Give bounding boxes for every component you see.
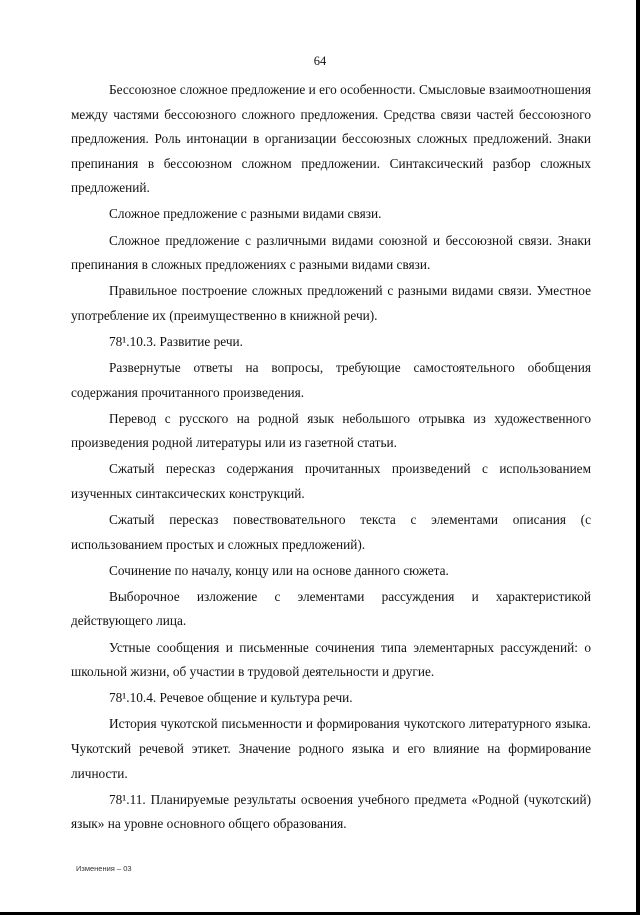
paragraph-mixed-connection: Сложное предложение с разными видами связи. xyxy=(109,206,382,222)
page-number: 64 xyxy=(313,54,327,68)
section-heading-speech-culture: 78¹.10.4. Речевое общение и культура речи. xyxy=(109,690,353,706)
scan-edge-right xyxy=(636,0,640,915)
paragraph-correct-construction: Правильное построение сложных предложений с разными видами связи. Уместное употребление их (преимущественно в книжной речи). xyxy=(71,283,591,323)
paragraph-oral-messages: Устные сообщения и письменные сочинения типа элементарных рассуждений: о школьной жизни, об участии в трудовой деятельности и другие. xyxy=(71,639,591,680)
paragraph-chukchi-writing-history: История чукотской письменности и формирования чукотского литературного языка. Чукотский речевой этикет. Значение родного языка и его влияние на формирование личности. xyxy=(71,716,591,781)
paragraph-narrative-retelling: Сжатый пересказ повествовательного текста с элементами описания (с использованием простых и сложных предложений). xyxy=(71,512,591,552)
paragraph-detailed-answers: Развернутые ответы на вопросы, требующие самостоятельного обобщения содержания прочитанного произведения. xyxy=(71,360,591,400)
paragraph-composition: Сочинение по началу, концу или на основе данного сюжета. xyxy=(109,562,449,578)
paragraph-translation: Перевод с русского на родной язык небольшого отрывка из художественного произведения родной литературы или из газетной статьи. xyxy=(71,410,591,451)
paragraph-condensed-retelling: Сжатый пересказ содержания прочитанных произведений с использованием изученных синтаксических конструкций. xyxy=(71,461,591,501)
paragraph-punctuation-mixed: Сложное предложение с различными видами союзной и бессоюзной связи. Знаки препинания в сложных предложениях с разными видами связи. xyxy=(71,232,591,273)
document-body xyxy=(71,78,591,837)
section-heading-speech-development: 78¹.10.3. Развитие речи. xyxy=(109,333,243,349)
section-heading-planned-results: 78¹.11. Планируемые результаты освоения учебного предмета «Родной (чукотский) язык» на уровне основного общего образования. xyxy=(71,791,591,832)
paragraph-selective-summary: Выборочное изложение с элементами рассуждения и характеристикой действующего лица. xyxy=(71,588,591,629)
paragraph-asyndetic-complex-sentence: Бессоюзное сложное предложение и его особенности. Смысловые взаимоотношения между частями бессоюзного сложного предложения. Средства связи частей бессоюзного предложения. Роль интонации в организации бессоюзных сложных предложений. Знаки препинания в бессоюзном сложном предложении. Синтаксический разбор сложных предложений. xyxy=(71,82,591,196)
footer-revision-note: Изменения – 03 xyxy=(76,864,132,873)
